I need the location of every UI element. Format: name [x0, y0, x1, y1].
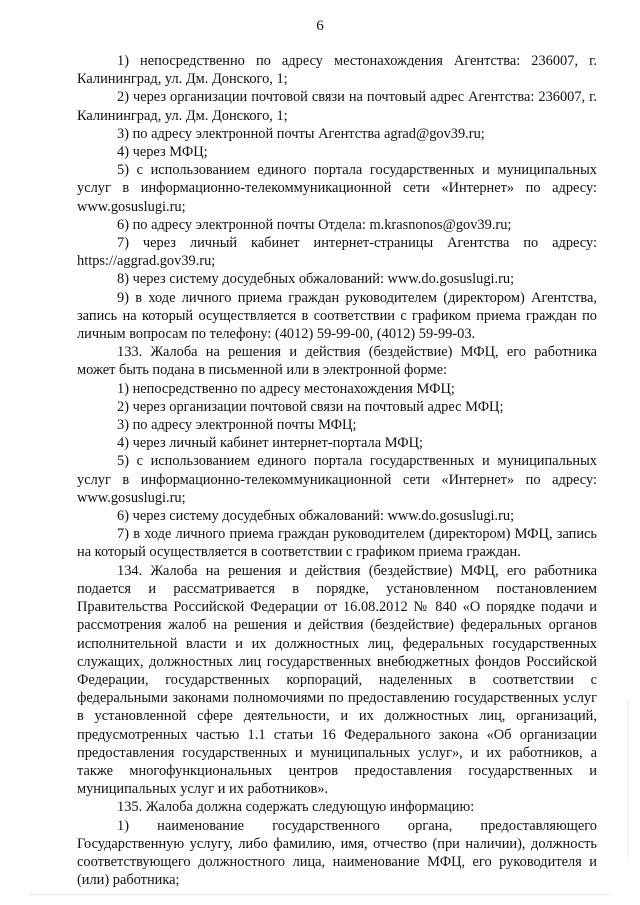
paragraph: 6) по адресу электронной почты Отдела: m.krasnonos@gov39.ru;: [117, 216, 512, 233]
paragraph: 3) по адресу электронной почты МФЦ;: [117, 417, 357, 434]
paragraph: 135. Жалоба должна содержать следующую информацию:: [117, 799, 475, 816]
paragraph: 4) через личный кабинет интернет-портала МФЦ;: [117, 435, 424, 452]
scan-edge-mark: [628, 700, 630, 860]
paragraph: 5) с использованием единого портала государственных и муниципальных услуг в информационно-телекоммуникационной сети «Интернет» по адресу: www.gosuslugi.ru;: [77, 162, 597, 215]
paragraph: 7) через личный кабинет интернет-страницы Агентства по адресу: https://aggrad.gov39.ru;: [77, 235, 597, 270]
page-number: 6: [316, 18, 324, 34]
paragraph: 4) через МФЦ;: [117, 144, 208, 161]
paragraph: 7) в ходе личного приема граждан руководителем (директором) МФЦ, запись на который осуществляется в соответствии с графиком приема граждан.: [77, 526, 597, 561]
paragraph: 1) непосредственно по адресу местонахождения Агентства: 236007, г. Калининград, ул. Дм. Донского, 1;: [77, 53, 597, 88]
document-body: [77, 52, 597, 889]
paragraph: 134. Жалоба на решения и действия (бездействие) МФЦ, его работника подается и рассматривается в порядке, установленном постановлением Правительства Российской Федерации от 16.08.2012 № 840 «О порядке подачи и рассмотрения жалоб на решения и действия (бездействие) федеральных органов исполнительной власти и их должностных лиц, федеральных государственных служащих, должностных лиц государственных внебюджетных фондов Российской Федерации, государственных корпораций, наделенных в соответствии с федеральными законами полномочиями по предоставлению государственных услуг в установленной сфере деятельности, и их должностных лиц, организаций, предусмотренных частью 1.1 статьи 16 Федерального закона «Об организации предоставления государственных и муниципальных услуг», и их работников, а также многофункциональных центров предоставления государственных и муниципальных услуг и их работников».: [77, 562, 597, 798]
paragraph: 3) по адресу электронной почты Агентства agrad@gov39.ru;: [117, 125, 485, 142]
paragraph: 1) наименование государственного органа, предоставляющего Государственную услугу, либо фамилию, имя, отчество (при наличии), должность соответствующего должностного лица, наименование МФЦ, его руководителя и (или) работника;: [77, 817, 597, 889]
paragraph: 8) через систему досудебных обжалований: www.do.gosuslugi.ru;: [117, 271, 515, 288]
paragraph: 2) через организации почтовой связи на почтовый адрес МФЦ;: [117, 398, 504, 415]
paragraph: 5) с использованием единого портала государственных и муниципальных услуг в информационно-телекоммуникационной сети «Интернет» по адресу: www.gosuslugi.ru;: [77, 453, 597, 506]
paragraph: 1) непосредственно по адресу местонахождения МФЦ;: [117, 380, 455, 397]
paragraph: 133. Жалоба на решения и действия (бездействие) МФЦ, его работника может быть подана в письменной или в электронной форме:: [77, 344, 597, 379]
paragraph: 6) через систему досудебных обжалований: www.do.gosuslugi.ru;: [117, 508, 515, 525]
paragraph: 2) через организации почтовой связи на почтовый адрес Агентства: 236007, г. Калининград, ул. Дм. Донского, 1;: [77, 89, 597, 124]
paragraph: 9) в ходе личного приема граждан руководителем (директором) Агентства, запись на который осуществляется в соответствии с графиком приема граждан по личным вопросам по телефону: (4012) 59-99-00, (4012) 59-99-03.: [77, 289, 597, 343]
scan-bottom-edge: [30, 888, 610, 895]
